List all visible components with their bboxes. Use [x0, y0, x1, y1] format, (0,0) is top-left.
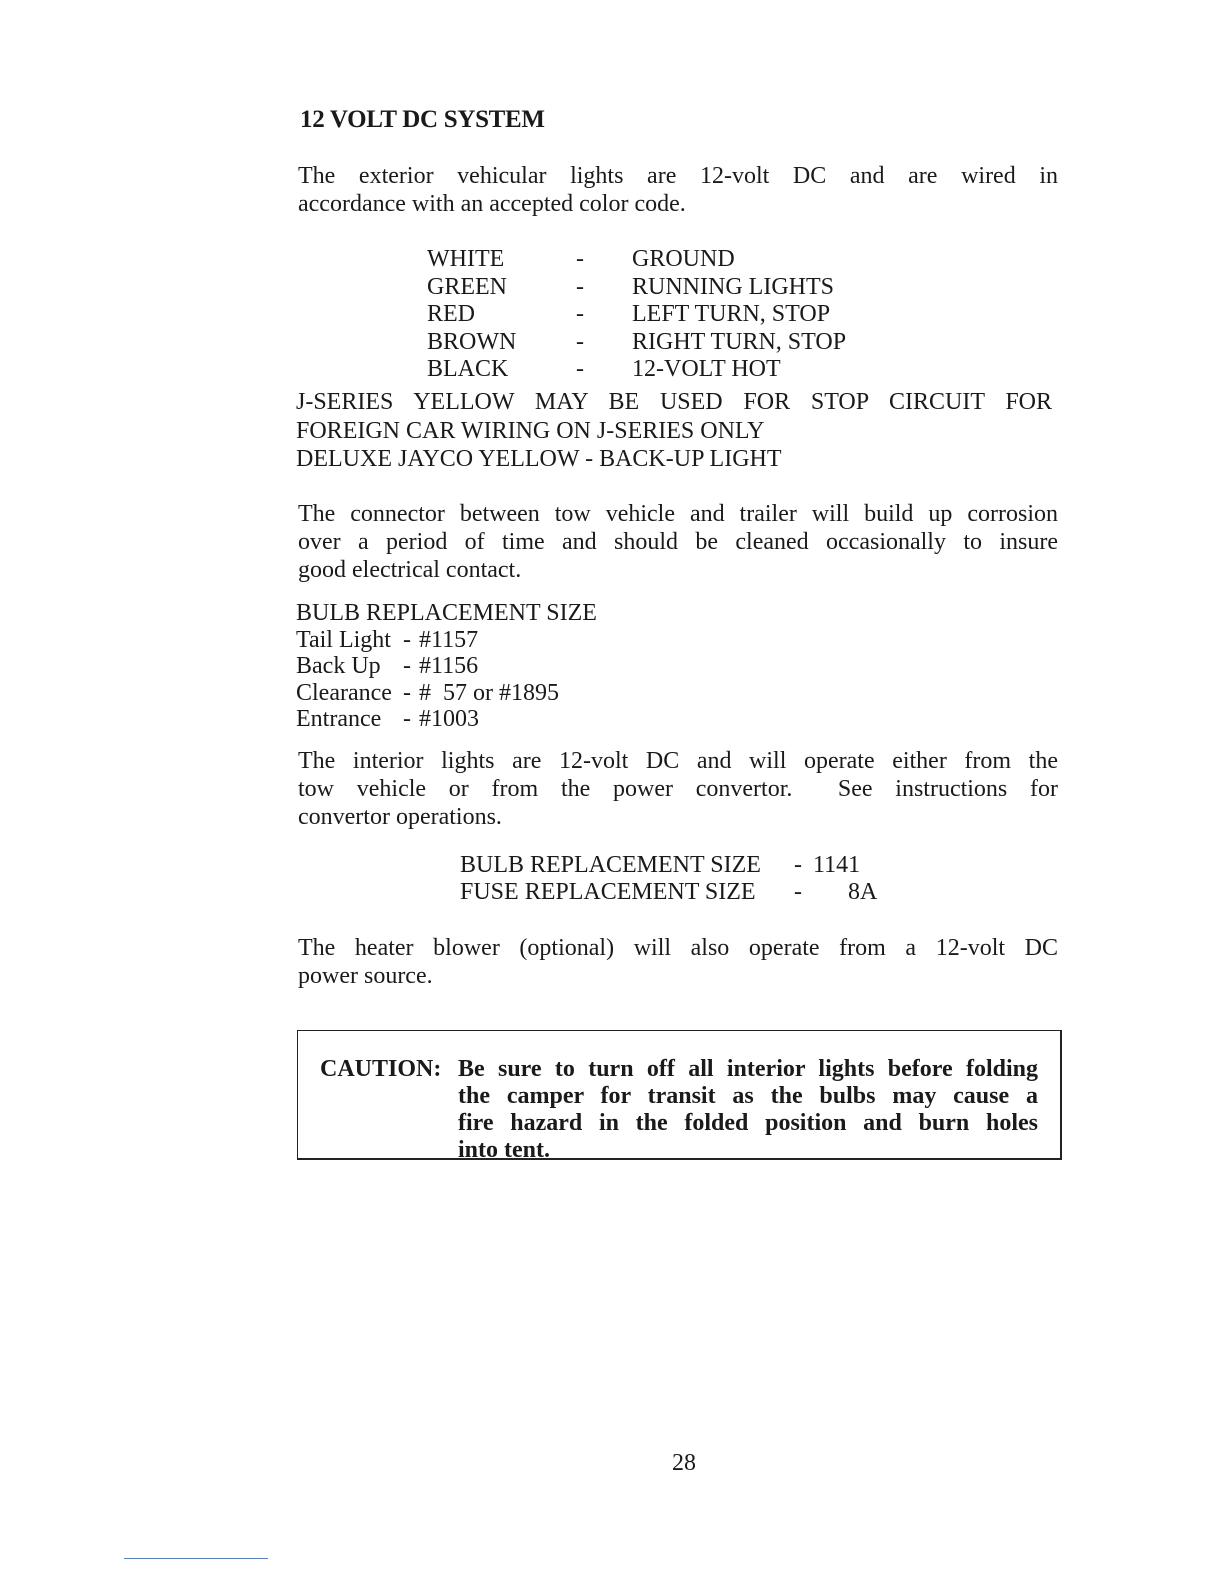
- separator: -: [403, 626, 411, 653]
- bulb-replacement-list: [296, 600, 597, 733]
- wire-function: LEFT TURN, STOP: [632, 301, 831, 327]
- note-line: DELUXE JAYCO YELLOW - BACK-UP LIGHT: [296, 446, 782, 472]
- wire-color: BLACK: [427, 356, 509, 382]
- separator: -: [794, 852, 802, 878]
- caution-line: fire hazard in the folded position and burn holes: [458, 1110, 1038, 1136]
- interior-line: tow vehicle or from the power convertor. See instructions for: [298, 776, 1058, 802]
- footer-rule: [124, 1558, 268, 1559]
- interior-line: The interior lights are 12-volt DC and will operate either from the: [298, 748, 1058, 774]
- bulb-row: [296, 680, 597, 707]
- connector-line: The connector between tow vehicle and trailer will build up corrosion: [298, 501, 1058, 527]
- bulb-size: #1156: [419, 653, 479, 679]
- intro-line: The exterior vehicular lights are 12-volt DC and are wired in: [298, 163, 1058, 189]
- separator: -: [576, 246, 584, 272]
- separator: -: [403, 706, 411, 732]
- spec-value: 1141: [813, 852, 861, 878]
- interior-paragraph: [298, 747, 1058, 831]
- page-number: 28: [672, 1450, 696, 1476]
- section-heading: 12 VOLT DC SYSTEM: [300, 106, 545, 133]
- separator: -: [403, 679, 411, 706]
- heater-line: power source.: [298, 963, 433, 989]
- note-line: J-SERIES YELLOW MAY BE USED FOR STOP CIRCUIT FOR: [296, 389, 1052, 415]
- connector-line: over a period of time and should be cleaned occasionally to insure: [298, 529, 1058, 555]
- connector-line: good electrical contact.: [298, 557, 522, 583]
- wire-function: GROUND: [632, 246, 735, 272]
- heater-line: The heater blower (optional) will also operate from a 12-volt DC: [298, 935, 1058, 961]
- bulb-name: Tail Light: [296, 626, 391, 653]
- caution-label: CAUTION:: [320, 1056, 442, 1082]
- separator: -: [403, 653, 411, 679]
- caution-line: Be sure to turn off all interior lights before folding: [458, 1056, 1038, 1082]
- spec-value: 8A: [848, 878, 878, 905]
- bulb-row: [296, 627, 597, 654]
- wire-color: BROWN: [427, 328, 517, 355]
- spec-label: FUSE REPLACEMENT SIZE: [460, 878, 756, 905]
- bulb-row: [296, 653, 597, 680]
- separator: -: [576, 273, 584, 300]
- bulb-name: Entrance: [296, 706, 382, 732]
- note-line: FOREIGN CAR WIRING ON J-SERIES ONLY: [296, 417, 765, 444]
- caution-text: [458, 1056, 1038, 1164]
- intro-line: accordance with an accepted color code.: [298, 191, 686, 217]
- bulb-list-title: BULB REPLACEMENT SIZE: [296, 600, 597, 626]
- wire-color: WHITE: [427, 246, 505, 272]
- spec-label: BULB REPLACEMENT SIZE: [460, 852, 761, 878]
- separator: -: [794, 878, 802, 905]
- bulb-size: #1003: [419, 706, 479, 732]
- caution-line: the camper for transit as the bulbs may cause a: [458, 1083, 1038, 1109]
- wire-function: RIGHT TURN, STOP: [632, 328, 847, 355]
- interior-line: convertor operations.: [298, 804, 502, 830]
- wire-color: RED: [427, 301, 475, 327]
- intro-paragraph: [298, 162, 1058, 218]
- separator: -: [576, 356, 584, 382]
- bulb-name: Back Up: [296, 653, 381, 679]
- wire-color: GREEN: [427, 273, 507, 300]
- series-notes: [296, 388, 1052, 474]
- bulb-row: [296, 706, 597, 733]
- wire-function: 12-VOLT HOT: [632, 356, 781, 382]
- bulb-size: #1157: [419, 626, 479, 653]
- separator: -: [576, 328, 584, 355]
- heater-paragraph: [298, 934, 1058, 990]
- bulb-size: # 57 or #1895: [419, 679, 559, 706]
- caution-line: into tent.: [458, 1137, 550, 1163]
- connector-paragraph: [298, 500, 1058, 584]
- separator: -: [576, 301, 584, 327]
- wire-function: RUNNING LIGHTS: [632, 273, 834, 300]
- bulb-name: Clearance: [296, 679, 392, 706]
